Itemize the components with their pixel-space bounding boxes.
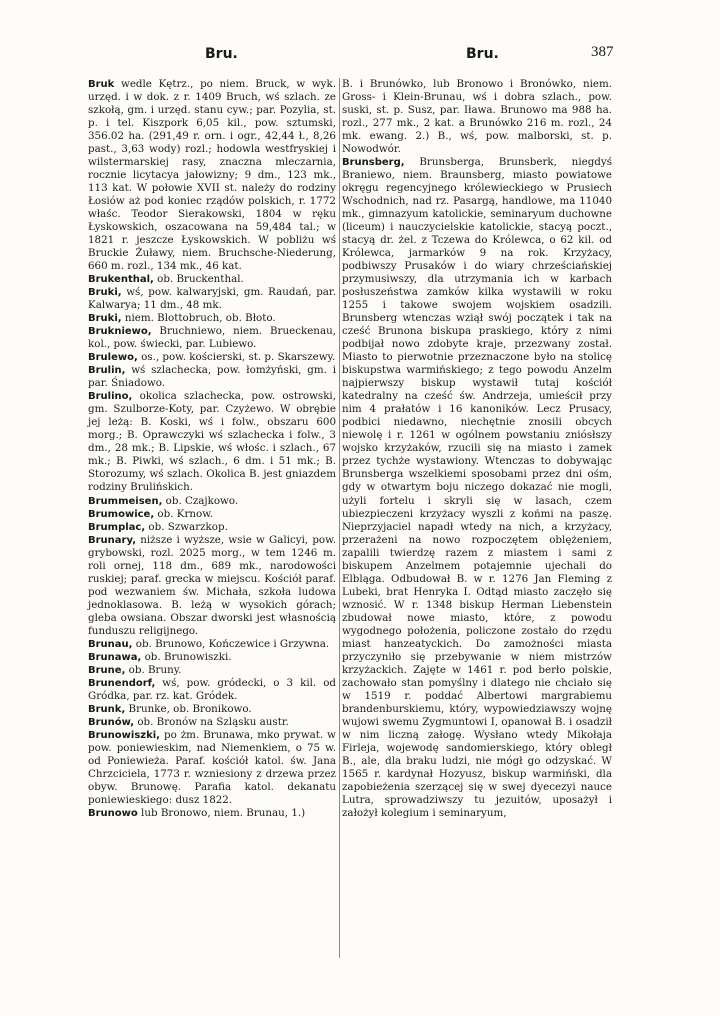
dictionary-entry	[88, 638, 336, 651]
entry-headword: Brukenthal,	[88, 274, 154, 286]
entry-headword: Bruki,	[88, 313, 122, 325]
entry-text: ob. Bruckenthal.	[153, 273, 244, 286]
entry-text: ob. Szwarzkop.	[145, 520, 228, 533]
dictionary-entry	[88, 664, 336, 677]
entry-text: niższe i wyższe, wsie w Galicyi, pow. grybowski, rozl. 2025 morg., w tem 1246 m. roli ornej, 118 dm., 689 mk., narodowości ruskiej; paraf. grecka w miejscu. Kościół paraf. pod wezwaniem św. Michała, szkoła ludowa jednoklasowa. B. leżą w wysokich górach; gleba owsiana. Obszar dworski jest własnością funduszu religijnego.	[88, 533, 336, 637]
entry-headword: Brunawa,	[88, 651, 142, 663]
dictionary-entry	[88, 325, 336, 351]
dictionary-entry	[88, 286, 336, 312]
entry-headword: Brune,	[88, 664, 126, 676]
entry-headword: Brumplac,	[88, 521, 146, 533]
entry-text: os., pow. kościerski, st. p. Skarszewy.	[137, 351, 336, 364]
entry-headword: Brunary,	[88, 534, 137, 546]
entry-headword: Brumowice,	[88, 508, 155, 520]
entry-headword: Brunowo	[88, 807, 138, 819]
running-head-right: Bru.	[466, 46, 499, 62]
entry-text: po żm. Brunawa, mko prywat. w pow. poniewieskim, nad Niemenkiem, o 75 w. od Poniewieża. Paraf. kościół katol. św. Jana Chrzciciela, 1773 r. wzniesiony z drzewa przez obyw. Brunowę. Parafia katol. dekanatu poniewieskiego: dusz 1822.	[88, 728, 336, 806]
dictionary-entry	[88, 351, 336, 364]
entry-headword: Brunsberg,	[342, 157, 405, 169]
entry-headword: Brunk,	[88, 703, 126, 715]
entry-text: Brunsberga, Brunsberk, niegdyś Braniewo, niem. Braunsberg, miasto powiatowe okręgu regencyjnego królewieckiego w Prusiech Wschodnich, nad rz. Pasargą, handlowe, ma 11040 mk., gimnazyum katolickie, seminaryum duchowne (liceum) i nauczycielskie katolickie, stacyą poczt., stacyą dr. żel. z Tczewa do Królewca, o 62 kil. od Królewca, jarmarków 9 na rok. Krzyżacy, podbiwszy Prusaków i do wiary chrześciańskiej przymusiwszy, dla utrzymania ich w karbach posłuszeństwa zamków kilka wystawili w roku 1255 i takowe swojem wojskiem osadzili. Brunsberg wtenczas wziął swój początek i tak na cześć Brunona biskupa praskiego, który z nimi podbijał nowo zdobyte kraje, przezwany został. Miasto to pierwotnie przeznaczone było na stolicę biskupstwa warmińskiego; z tego powodu Anzelm najpierwszy biskup wystawił tutaj kościół katedralny na cześć św. Andrzeja, umieścił przy nim 4 prałatów i 16 kanoników. Lecz Prusacy, podbici niedawno, niechętnie znosili obcych niewolę i r. 1261 w ogólnem powstaniu zniósłszy wojsko krzyżaków, rzucili się na miasto i zamek przez tychże wystawiony. Wtenczas to dobywając Brunsberga wszelkiemi sposobami przez dni ośm, gdy w otwartym boju niczego dokazać nie mogli, użyli fortelu i skryli się w lasach, czem ubiezpieczeni krzyżacy wyszli z końmi na paszę. Nieprzyjaciel napadł wtedy na nich, a krzyżacy, przerażeni na nowo rozpoczętem oblężeniem, zapalili twierdzę razem z miastem i sami z biskupem Anzelmem potajemnie ujechali do Elbląga. Odbudował B. w r. 1276 Jan Fleming z Lubeki, brat Henryka I. Odtąd miasto zaczęło się wznosić. W r. 1348 biskup Herman Liebenstein zbudował nowe miasto, które, z powodu wygodnego położenia, policzone zostało do rzędu miast hanzeatyckich. Do zamożności miasta przyczyniło się przebywanie w niem mistrzów krzyżackich. Zajęte w 1461 r. pod berło polskie, zachowało stan pomyślny i dlatego nie chciało się w 1519 r. poddać Albertowi margrabiemu brandenburskiemu, który, wypowiedziawszy wojnę wujowi swemu Zygmuntowi I, opanował B. i osadził w nim liczną załogę. Wysłano wtedy Mikołaja Firleja, wojewodę sandomierskiego, który obległ B., ale, dla braku ludzi, nie mógł go odzyskać. W 1565 r. kardynał Hozyusz, biskup warmiński, dla zapobieżenia szerzącej się w swej dyecezyi nauce Lutra, sprowadziwszy tu jezuitów, uposażył i założył kolegium i seminaryum,	[342, 156, 612, 819]
entry-text: wedle Kętrz., po niem. Bruck, w wyk. urzęd. i w dok. z r. 1409 Bruch, wś szlach. ze szkołą, gm. i urzęd. stanu cyw.; par. Pozylia, st. p. i tel. Kiszpork 6,05 kil., pow. sztumski, 356.02 ha. (291,49 r. orn. i ogr., 42,44 ł., 8,26 past., 3,63 wody) rozl.; hodowla westfryskiej i wilstermarskiej rasy, znaczna mleczarnia, rocznie licytacya jałowizny; 9 dm., 123 mk., 113 kat. W połowie XVII st. należy do rodziny Łosiów aż pod koniec rządów polskich, r. 1772 właśc. Teodor Sierakowski, 1804 w ręku Łyskowskich, oszacowana na 59,484 tal.; w 1821 r. jeszcze Łyskowskich. W pobliżu wś Bruckie Żuławy, niem. Bruchsche-Niederung, 660 m. rozl., 134 mk., 46 kat.	[88, 78, 336, 273]
entry-headword: Brukniewo,	[88, 326, 152, 338]
dictionary-entry	[88, 534, 336, 638]
entry-text: B. i Brunówko, lub Bronowo i Bronówko, niem. Gross- i Klein-Brunau, wś i dobra szlach., pow. suski, st. p. Susz, par. Iława. Brunowo ma 988 ha. rozl., 277 mk., 2 kat. a Brunówko 216 m. rozl., 24 mk. ewang. 2.) B., wś, pow. malborski, st. p. Nowodwór.	[342, 78, 612, 156]
entry-text: okolica szlachecka, pow. ostrowski, gm. Szulborze-Koty, par. Czyżewo. W obrębie jej leżą: B. Koski, wś i folw., obszaru 600 morg.; B. Oprawczyki wś szlachecka i folw., 3 dm., 28 mk.; B. Lipskie, wś włośc. i szlach., 67 mk.; B. Piwki, wś szlach., 6 dm. i 51 mk.; B. Storozumy, wś szlach. Okolica B. jest gniazdem rodziny Brulińskich.	[88, 390, 336, 494]
dictionary-entry	[88, 729, 336, 807]
entry-text: ob. Bruny.	[125, 663, 182, 676]
running-head-left: Bru.	[205, 46, 238, 62]
dictionary-entry	[88, 312, 336, 325]
entry-text: wś, pow. gródecki, o 3 kil. od Gródka, par. rz. kat. Gródek.	[88, 676, 336, 702]
dictionary-entry	[88, 716, 336, 729]
dictionary-entry	[88, 364, 336, 390]
dictionary-entry	[88, 390, 336, 494]
dictionary-entry	[88, 521, 336, 534]
entry-headword: Brummeisen,	[88, 495, 163, 507]
dictionary-entry	[88, 677, 336, 703]
dictionary-entry	[342, 78, 612, 156]
entry-headword: Brunau,	[88, 638, 133, 650]
entry-headword: Brunendorf,	[88, 677, 156, 689]
entry-text: Bruchniewo, niem. Brueckenau, kol., pow. świecki, par. Lubiewo.	[88, 325, 336, 351]
entry-headword: Brulin,	[88, 365, 126, 377]
column-divider	[339, 78, 340, 958]
entry-headword: Bruki,	[88, 287, 122, 299]
dictionary-entry	[88, 703, 336, 716]
dictionary-entry	[88, 807, 336, 820]
entry-text: ob. Brunowiszki.	[141, 650, 232, 663]
entry-text: wś szlachecka, pow. łomżyński, gm. i par. Śniadowo.	[88, 364, 336, 390]
entry-text: ob. Bronów na Szląsku austr.	[134, 715, 289, 728]
dictionary-entry	[88, 651, 336, 664]
entry-headword: Brunów,	[88, 716, 135, 728]
entry-text: lub Bronowo, niem. Brunau, 1.)	[137, 806, 306, 819]
entry-headword: Brulewo,	[88, 352, 138, 364]
entry-text: ob. Czajkowo.	[162, 494, 239, 507]
dictionary-entry	[88, 273, 336, 286]
entry-text: ob. Brunowo, Kończewice i Grzywna.	[132, 637, 330, 650]
dictionary-entry	[88, 78, 336, 273]
dictionary-entry	[342, 156, 612, 820]
dictionary-entry	[88, 508, 336, 521]
entry-text: wś, pow. kalwaryjski, gm. Raudań, par. Kalwarya; 11 dm., 48 mk.	[88, 286, 336, 312]
right-column	[342, 78, 612, 820]
entry-text: Brunke, ob. Bronikowo.	[125, 702, 252, 715]
page-number: 387	[591, 44, 614, 60]
entry-headword: Brunowiszki,	[88, 729, 160, 741]
entry-headword: Brulino,	[88, 391, 133, 403]
dictionary-entry	[88, 495, 336, 508]
entry-text: niem. Blottobruch, ob. Błoto.	[121, 312, 276, 325]
entry-text: ob. Krnow.	[154, 507, 214, 520]
left-column	[88, 78, 336, 820]
entry-headword: Bruk	[88, 79, 115, 90]
